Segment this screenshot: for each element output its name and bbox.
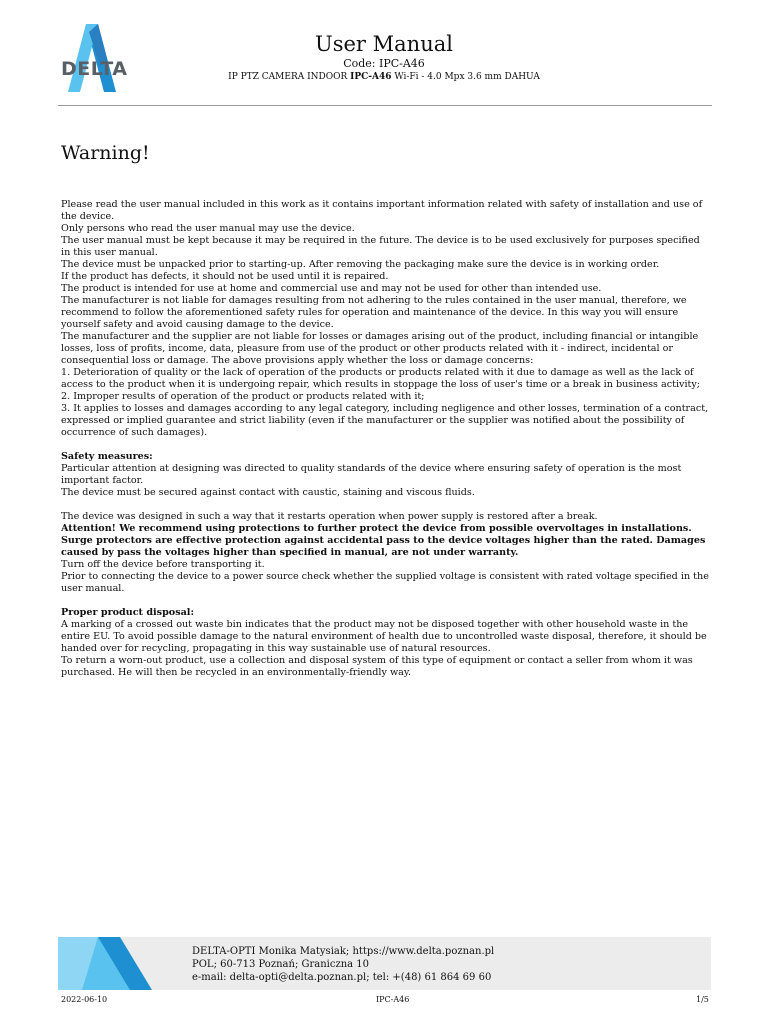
paragraph: The device must be secured against contact with caustic, staining and viscous fluids. — [61, 487, 475, 498]
page-header — [0, 0, 768, 106]
spacer — [61, 439, 709, 451]
paragraph: The user manual must be kept because it may be required in the future. The device is to be used exclusively for purposes specified in this user manual. — [61, 235, 700, 258]
paragraph: Please read the user manual included in this work as it contains important information related with safety of installation and use of the device. — [61, 199, 703, 222]
footer-address: POL; 60-713 Poznań; Graniczna 10 — [192, 959, 370, 970]
paragraph: The device must be unpacked prior to starting-up. After removing the packaging make sure the device is in working order. — [61, 259, 660, 270]
logo-text: DELTA — [61, 58, 128, 80]
paragraph: The product is intended for use at home and commercial use and may not be used for other than intended use. — [61, 283, 602, 294]
paragraph: The manufacturer and the supplier are not liable for losses or damages arising out of the product, including financial or intangible losses, loss of profits, income, data, pleasure from use of the product or other products related with it - indirect, incidental or consequential loss or damage. The above provisions apply whether the loss or damage concerns: — [61, 331, 699, 366]
document-title: User Manual — [315, 32, 453, 56]
attention-notice: Attention! We recommend using protections to further protect the device from possible overvoltages in installations. Surge protectors are effective protection against accidental pass to the device voltages higher than the rated. Damages caused by pass the voltages higher than specified in manual, are not under warranty. — [61, 523, 706, 558]
header-divider — [58, 105, 712, 106]
page-number: 1/5 — [696, 995, 709, 1004]
paragraph: 3. It applies to losses and damages according to any legal category, including negligence and other losses, termination of a contract, expressed or implied guarantee and strict liability (even if the manufacturer or the supplier was notified about the possibility of occurrence of such damages). — [61, 403, 709, 438]
paragraph: The manufacturer is not liable for damages resulting from not adhering to the rules contained in the user manual, therefore, we recommend to follow the aforementioned safety rules for operation and maintenance of the device. In this way you will ensure yourself safety and avoid causing damage to the device. — [61, 295, 687, 330]
paragraph: Particular attention at designing was directed to quality standards of the device where ensuring safety of operation is the most important factor. — [61, 463, 682, 486]
footer-code: IPC-A46 — [376, 995, 410, 1004]
footer-date: 2022-06-10 — [61, 995, 108, 1004]
footer-logo-graphic-icon — [58, 937, 152, 990]
spacer — [61, 499, 709, 511]
paragraph: A marking of a crossed out waste bin indicates that the product may not be disposed together with other household waste in the entire EU. To avoid possible damage to the natural environment of health due to uncontrolled waste disposal, therefore, it should be handed over for recycling, propagating in this way sustainable use of natural resources. — [61, 619, 707, 654]
paragraph: The device was designed in such a way that it restarts operation when power supply is restored after a break. — [61, 511, 598, 522]
footer-contact — [192, 945, 494, 984]
paragraph: Only persons who read the user manual may use the device. — [61, 223, 355, 234]
section-title: Warning! — [61, 142, 150, 164]
paragraph: Turn off the device before transporting it. — [61, 559, 265, 570]
spacer — [61, 595, 709, 607]
title-block — [200, 32, 568, 84]
safety-heading: Safety measures: — [61, 451, 153, 462]
product-name: IP PTZ CAMERA INDOOR IPC-A46 Wi-Fi - 4.0 Mpx 3.6 mm DAHUA — [228, 72, 540, 82]
document-code: Code: IPC-A46 — [343, 57, 425, 70]
paragraph: 1. Deterioration of quality or the lack of operation of the products or products related with it due to damage as well as the lack of access to the product when it is undergoing repair, which results in stoppage the loss of user's time or a break in business activity; — [61, 367, 701, 390]
disposal-heading: Proper product disposal: — [61, 607, 194, 618]
paragraph: 2. Improper results of operation of the product or products related with it; — [61, 391, 425, 402]
paragraph: To return a worn-out product, use a collection and disposal system of this type of equipment or contact a seller from whom it was purchased. He will then be recycled in an environmentally-friendly way. — [61, 655, 693, 678]
paragraph: Prior to connecting the device to a power source check whether the supplied voltage is consistent with rated voltage specified in the user manual. — [61, 571, 709, 594]
footer-email: e-mail: delta-opti@delta.poznan.pl; tel: +(48) 61 864 69 60 — [192, 972, 492, 983]
paragraph: If the product has defects, it should not be used until it is repaired. — [61, 271, 389, 282]
document-body — [61, 199, 709, 679]
footer-company: DELTA-OPTI Monika Matysiak; https://www.delta.poznan.pl — [192, 946, 495, 957]
